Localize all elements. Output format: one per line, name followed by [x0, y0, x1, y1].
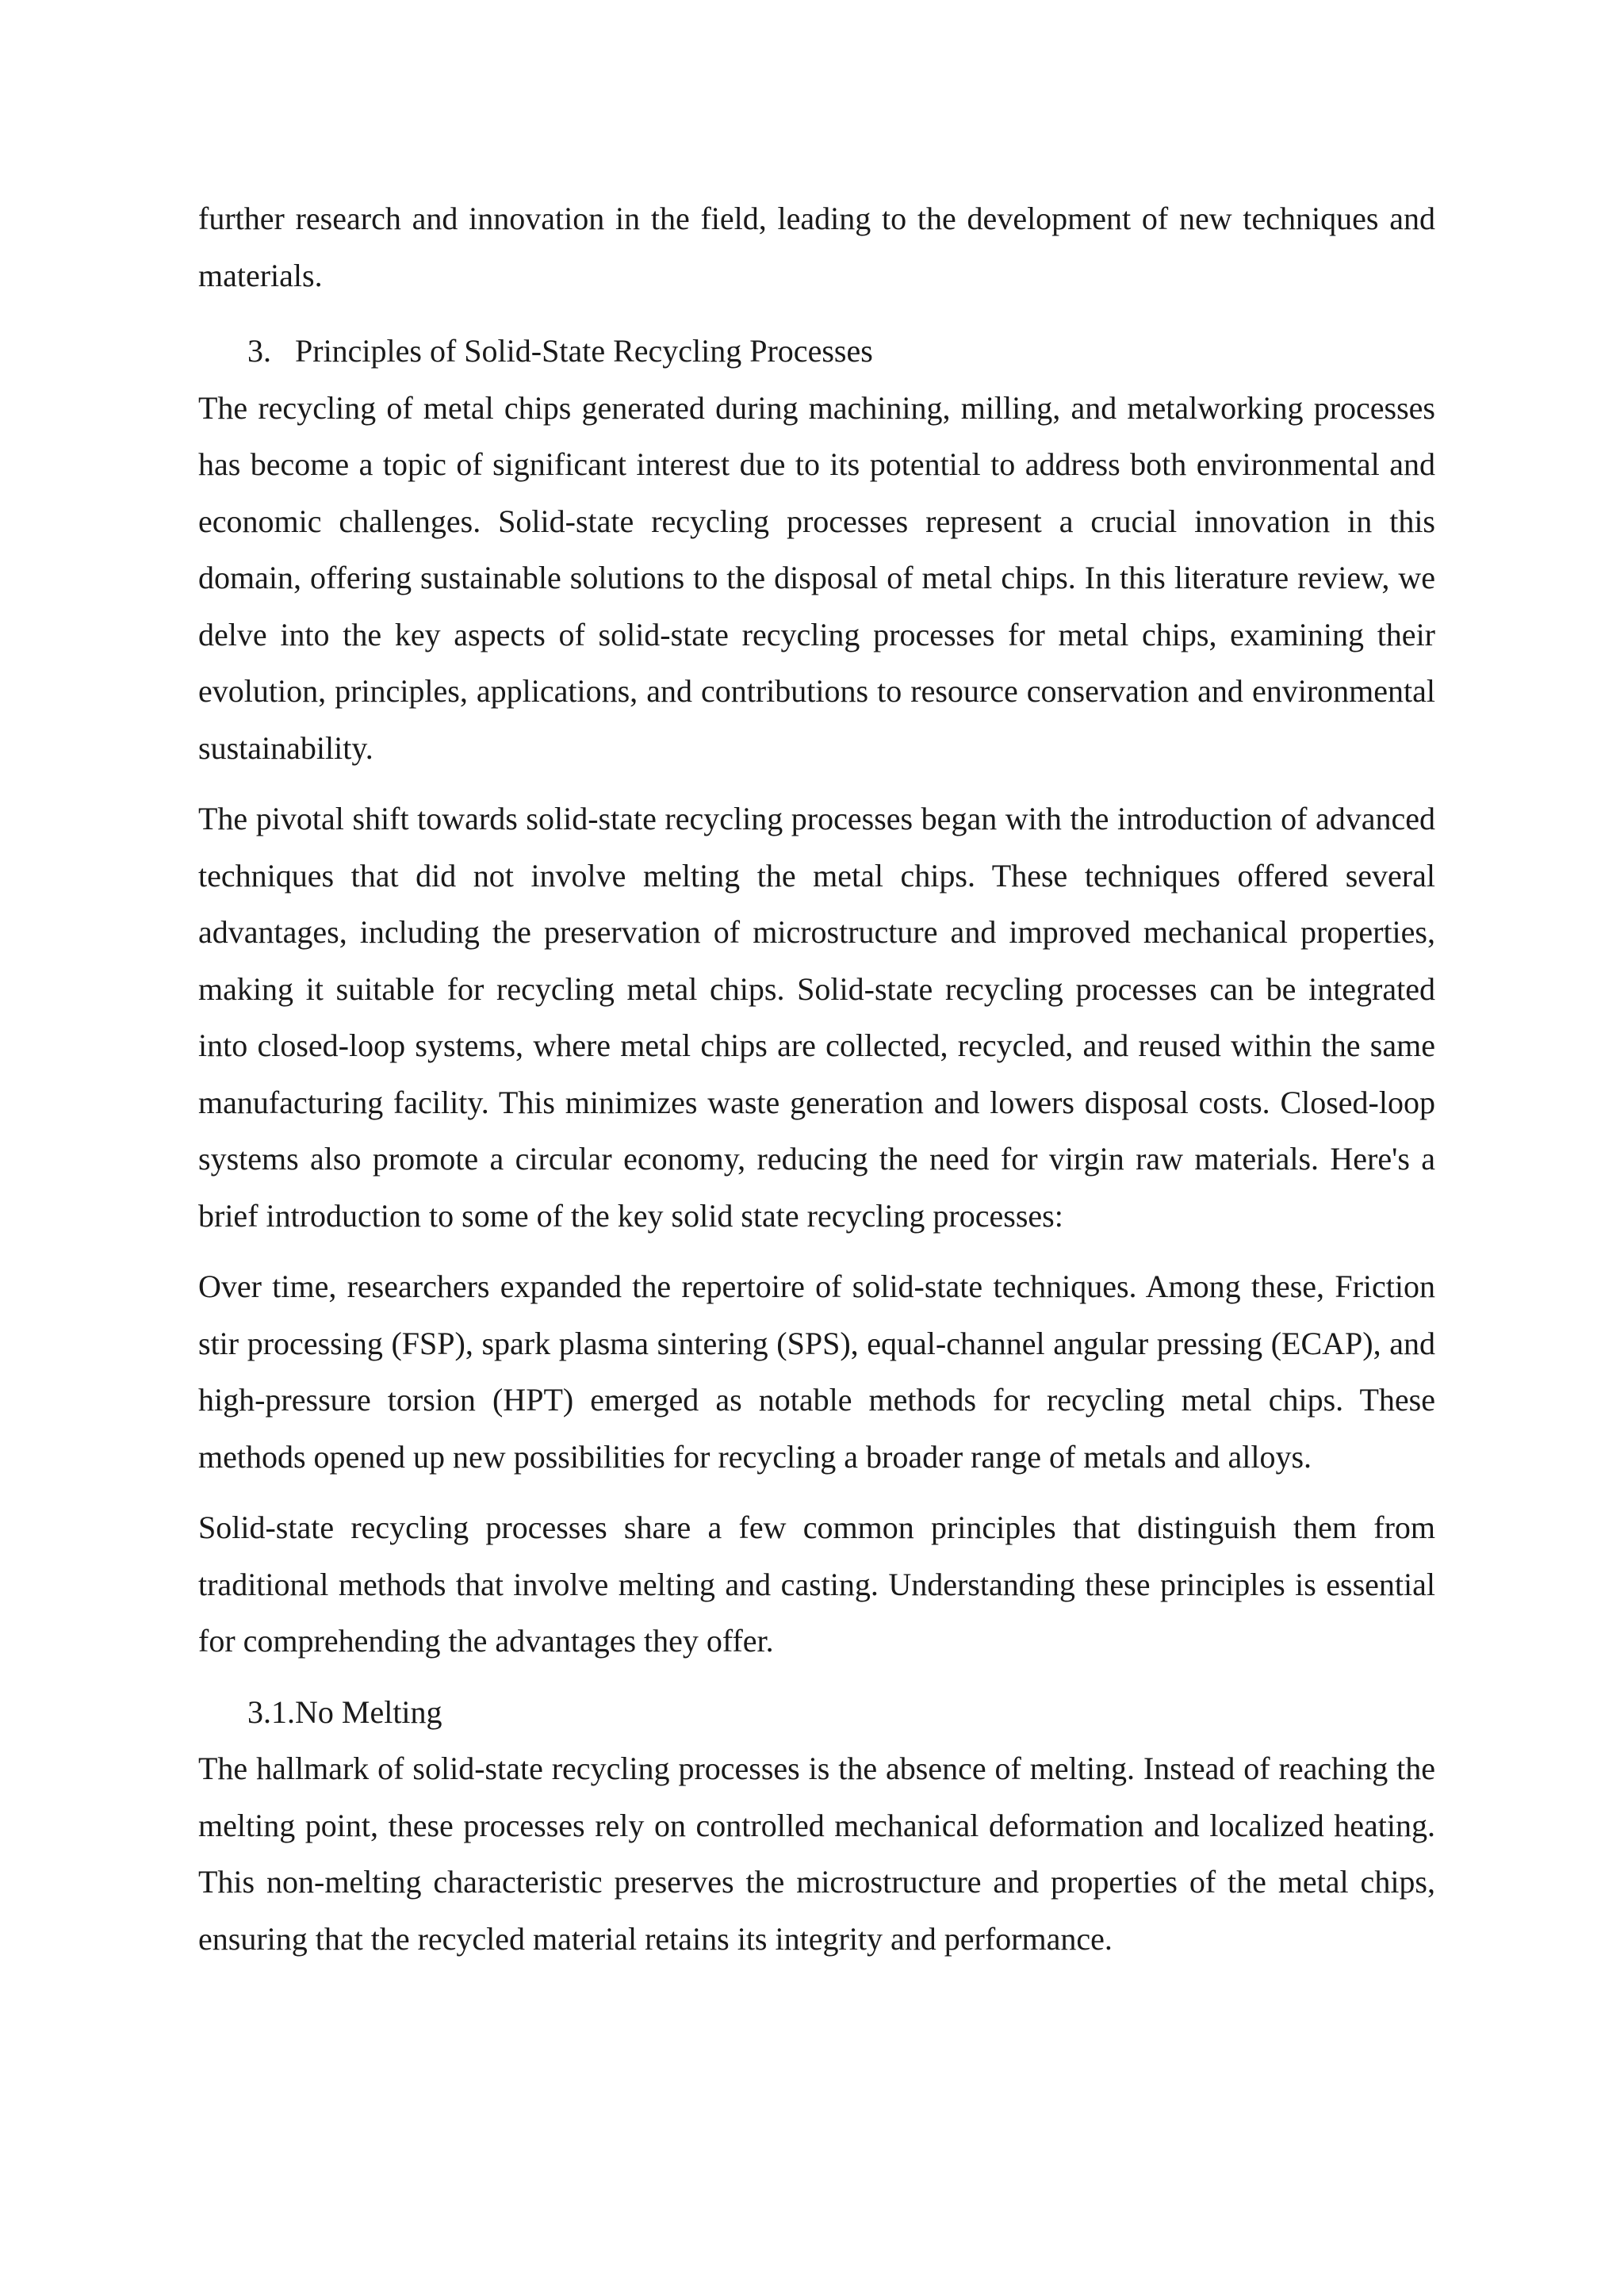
document-body — [198, 190, 1435, 1981]
section-3-1-heading — [198, 1684, 1435, 1741]
body-paragraph-4: Solid-state recycling processes share a few common principles that distinguish them from traditional methods that involve melting and casting. Understanding these principles is essential for comprehending the advantages they offer. — [198, 1510, 1435, 1659]
section-3-number: 3. — [247, 333, 271, 369]
section-3-1-title: No Melting — [295, 1693, 442, 1730]
body-paragraph-3: Over time, researchers expanded the repertoire of solid-state techniques. Among these, Friction stir processing (FSP), spark plasma sintering (SPS), equal-channel angular pressing (ECAP), and high-pressure torsion (HPT) emerged as notable methods for recycling metal chips. These methods opened up new possibilities for recycling a broader range of metals and alloys. — [198, 1269, 1435, 1475]
body-paragraph-1: The recycling of metal chips generated during machining, milling, and metalworking processes has become a topic of significant interest due to its potential to address both environmental and economic challenges. Solid-state recycling processes represent a crucial innovation in this domain, offering sustainable solutions to the disposal of metal chips. In this literature review, we delve into the key aspects of solid-state recycling processes for metal chips, examining their evolution, principles, applications, and contributions to resource conservation and environmental sustainability. — [198, 389, 1435, 766]
section-3-1-number: 3.1. — [247, 1693, 295, 1730]
continuation-paragraph: further research and innovation in the field, leading to the development of new techniques and materials. — [198, 201, 1435, 293]
section-3-title: Principles of Solid-State Recycling Processes — [295, 333, 873, 369]
body-paragraph-2: The pivotal shift towards solid-state recycling processes began with the introduction of advanced techniques that did not involve melting the metal chips. These techniques offered several advantages, including the preservation of microstructure and improved mechanical properties, making it suitable for recycling metal chips. Solid-state recycling processes can be integrated into closed-loop systems, where metal chips are collected, recycled, and reused within the same manufacturing facility. This minimizes waste generation and lowers disposal costs. Closed-loop systems also promote a circular economy, reducing the need for virgin raw materials. Here's a brief introduction to some of the key solid state recycling processes: — [198, 801, 1435, 1234]
section-3-heading — [198, 323, 1435, 380]
section-3-1-paragraph: The hallmark of solid-state recycling processes is the absence of melting. Instead of reaching the melting point, these processes rely on controlled mechanical deformation and localized heating. This non-melting characteristic preserves the microstructure and properties of the metal chips, ensuring that the recycled material retains its integrity and performance. — [198, 1751, 1435, 1957]
